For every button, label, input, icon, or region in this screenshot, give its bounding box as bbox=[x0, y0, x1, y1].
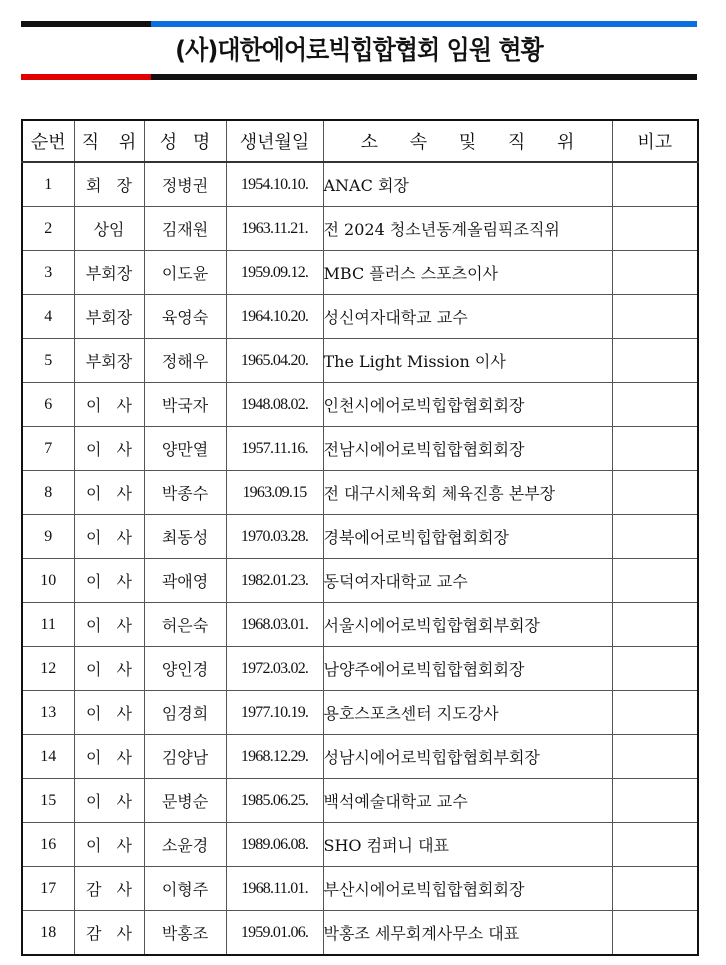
position-label: 이 사 bbox=[86, 792, 132, 811]
row-affiliation: 인천시에어로빅힙합협회회장 bbox=[323, 383, 612, 427]
row-name: 박종수 bbox=[144, 471, 226, 515]
row-name: 정해우 bbox=[144, 339, 226, 383]
row-affiliation: 용호스포츠센터 지도강사 bbox=[323, 691, 612, 735]
row-position bbox=[74, 427, 144, 471]
row-affiliation: 부산시에어로빅힙합협회회장 bbox=[323, 867, 612, 911]
row-number: 13 bbox=[22, 691, 74, 735]
row-birthdate: 1959.01.06. bbox=[226, 911, 323, 956]
row-name: 육영숙 bbox=[144, 295, 226, 339]
row-note bbox=[612, 162, 698, 207]
table-row bbox=[22, 559, 698, 603]
row-note bbox=[612, 515, 698, 559]
row-name: 허은숙 bbox=[144, 603, 226, 647]
table-row bbox=[22, 251, 698, 295]
row-note bbox=[612, 779, 698, 823]
row-affiliation: 남양주에어로빅힙합협회회장 bbox=[323, 647, 612, 691]
row-position bbox=[74, 251, 144, 295]
row-number: 18 bbox=[22, 911, 74, 956]
position-label: 상임 bbox=[93, 220, 125, 239]
row-affiliation: 전남시에어로빅힙합협회회장 bbox=[323, 427, 612, 471]
table-row bbox=[22, 471, 698, 515]
table-row bbox=[22, 339, 698, 383]
row-note bbox=[612, 823, 698, 867]
row-note bbox=[612, 867, 698, 911]
position-label: 감 사 bbox=[86, 880, 132, 899]
row-position bbox=[74, 603, 144, 647]
row-affiliation: 전 2024 청소년동계올림픽조직위 bbox=[323, 207, 612, 251]
row-number: 15 bbox=[22, 779, 74, 823]
row-number: 2 bbox=[22, 207, 74, 251]
position-label: 이 사 bbox=[86, 572, 132, 591]
row-affiliation: 백석예술대학교 교수 bbox=[323, 779, 612, 823]
top-bar-blue-segment bbox=[151, 21, 697, 27]
row-name: 소윤경 bbox=[144, 823, 226, 867]
position-label: 이 사 bbox=[86, 748, 132, 767]
row-birthdate: 1970.03.28. bbox=[226, 515, 323, 559]
row-number: 12 bbox=[22, 647, 74, 691]
row-number: 10 bbox=[22, 559, 74, 603]
row-note bbox=[612, 691, 698, 735]
row-note bbox=[612, 735, 698, 779]
row-name: 양인경 bbox=[144, 647, 226, 691]
row-position bbox=[74, 207, 144, 251]
row-position bbox=[74, 162, 144, 207]
row-position bbox=[74, 471, 144, 515]
row-affiliation: 성남시에어로빅힙합협회부회장 bbox=[323, 735, 612, 779]
position-label: 부회장 bbox=[85, 352, 133, 371]
table-row bbox=[22, 162, 698, 207]
row-name: 최동성 bbox=[144, 515, 226, 559]
col-header-birthdate: 생년월일 bbox=[226, 120, 323, 162]
row-name: 곽애영 bbox=[144, 559, 226, 603]
row-birthdate: 1959.09.12. bbox=[226, 251, 323, 295]
row-note bbox=[612, 471, 698, 515]
row-affiliation: 동덕여자대학교 교수 bbox=[323, 559, 612, 603]
row-number: 4 bbox=[22, 295, 74, 339]
bottom-bar-black-segment bbox=[151, 74, 697, 80]
row-number: 9 bbox=[22, 515, 74, 559]
row-affiliation: 성신여자대학교 교수 bbox=[323, 295, 612, 339]
table-row bbox=[22, 295, 698, 339]
row-position bbox=[74, 295, 144, 339]
position-label: 부회장 bbox=[85, 264, 133, 283]
row-note bbox=[612, 339, 698, 383]
row-note bbox=[612, 559, 698, 603]
row-note bbox=[612, 647, 698, 691]
position-label: 이 사 bbox=[86, 836, 132, 855]
table-row bbox=[22, 867, 698, 911]
table-row bbox=[22, 603, 698, 647]
row-name: 김재원 bbox=[144, 207, 226, 251]
row-birthdate: 1985.06.25. bbox=[226, 779, 323, 823]
bottom-bar-red-segment bbox=[21, 74, 151, 80]
position-label: 회 장 bbox=[86, 176, 132, 195]
row-name: 박홍조 bbox=[144, 911, 226, 956]
row-name: 김양남 bbox=[144, 735, 226, 779]
row-note bbox=[612, 603, 698, 647]
col-header-number: 순번 bbox=[22, 120, 74, 162]
row-note bbox=[612, 383, 698, 427]
row-birthdate: 1968.12.29. bbox=[226, 735, 323, 779]
row-birthdate: 1963.09.15 bbox=[226, 471, 323, 515]
position-label: 이 사 bbox=[86, 528, 132, 547]
row-number: 17 bbox=[22, 867, 74, 911]
table-header-row bbox=[22, 120, 698, 162]
row-position bbox=[74, 823, 144, 867]
row-affiliation: The Light Mission 이사 bbox=[323, 339, 612, 383]
row-birthdate: 1964.10.20. bbox=[226, 295, 323, 339]
row-birthdate: 1963.11.21. bbox=[226, 207, 323, 251]
row-position bbox=[74, 383, 144, 427]
table-row bbox=[22, 427, 698, 471]
row-number: 5 bbox=[22, 339, 74, 383]
row-number: 8 bbox=[22, 471, 74, 515]
position-label: 이 사 bbox=[86, 440, 132, 459]
row-affiliation: 경북에어로빅힙합협회회장 bbox=[323, 515, 612, 559]
col-header-affiliation: 소 속 및 직 위 bbox=[323, 120, 612, 162]
col-header-name: 성 명 bbox=[144, 120, 226, 162]
row-birthdate: 1968.03.01. bbox=[226, 603, 323, 647]
row-note bbox=[612, 427, 698, 471]
row-birthdate: 1982.01.23. bbox=[226, 559, 323, 603]
row-affiliation: 서울시에어로빅힙합협회부회장 bbox=[323, 603, 612, 647]
row-number: 16 bbox=[22, 823, 74, 867]
row-name: 양만열 bbox=[144, 427, 226, 471]
row-name: 이형주 bbox=[144, 867, 226, 911]
row-birthdate: 1977.10.19. bbox=[226, 691, 323, 735]
row-note bbox=[612, 207, 698, 251]
table-row bbox=[22, 779, 698, 823]
table-row bbox=[22, 691, 698, 735]
row-affiliation: ANAC 회장 bbox=[323, 162, 612, 207]
table-row bbox=[22, 383, 698, 427]
table-row bbox=[22, 647, 698, 691]
row-name: 문병순 bbox=[144, 779, 226, 823]
row-position bbox=[74, 647, 144, 691]
row-position bbox=[74, 779, 144, 823]
row-position bbox=[74, 515, 144, 559]
row-affiliation: SHO 컴퍼니 대표 bbox=[323, 823, 612, 867]
row-birthdate: 1965.04.20. bbox=[226, 339, 323, 383]
row-note bbox=[612, 295, 698, 339]
top-bar-black-segment bbox=[21, 21, 151, 27]
position-label: 부회장 bbox=[85, 308, 133, 327]
row-note bbox=[612, 251, 698, 295]
row-birthdate: 1989.06.08. bbox=[226, 823, 323, 867]
top-divider-bar bbox=[21, 21, 697, 27]
col-header-note: 비고 bbox=[612, 120, 698, 162]
row-position bbox=[74, 911, 144, 956]
row-affiliation: MBC 플러스 스포츠이사 bbox=[323, 251, 612, 295]
row-position bbox=[74, 339, 144, 383]
position-label: 이 사 bbox=[86, 660, 132, 679]
row-position bbox=[74, 735, 144, 779]
row-affiliation: 박홍조 세무회계사무소 대표 bbox=[323, 911, 612, 956]
row-number: 14 bbox=[22, 735, 74, 779]
row-birthdate: 1948.08.02. bbox=[226, 383, 323, 427]
table-row bbox=[22, 823, 698, 867]
table-row bbox=[22, 735, 698, 779]
row-number: 6 bbox=[22, 383, 74, 427]
row-name: 박국자 bbox=[144, 383, 226, 427]
col-header-position: 직 위 bbox=[74, 120, 144, 162]
row-name: 정병권 bbox=[144, 162, 226, 207]
row-name: 임경희 bbox=[144, 691, 226, 735]
table-row bbox=[22, 515, 698, 559]
row-position bbox=[74, 867, 144, 911]
row-name: 이도윤 bbox=[144, 251, 226, 295]
row-number: 7 bbox=[22, 427, 74, 471]
row-position bbox=[74, 559, 144, 603]
row-number: 11 bbox=[22, 603, 74, 647]
row-birthdate: 1957.11.16. bbox=[226, 427, 323, 471]
officers-table bbox=[21, 119, 699, 956]
position-label: 이 사 bbox=[86, 616, 132, 635]
row-birthdate: 1968.11.01. bbox=[226, 867, 323, 911]
row-birthdate: 1972.03.02. bbox=[226, 647, 323, 691]
position-label: 감 사 bbox=[86, 924, 132, 943]
row-affiliation: 전 대구시체육회 체육진흥 본부장 bbox=[323, 471, 612, 515]
position-label: 이 사 bbox=[86, 484, 132, 503]
position-label: 이 사 bbox=[86, 396, 132, 415]
row-birthdate: 1954.10.10. bbox=[226, 162, 323, 207]
table-row bbox=[22, 207, 698, 251]
table-row bbox=[22, 911, 698, 956]
position-label: 이 사 bbox=[86, 704, 132, 723]
row-position bbox=[74, 691, 144, 735]
page-title: (사)대한에어로빅힙합협회 임원 현황 bbox=[175, 36, 543, 66]
row-number: 1 bbox=[22, 162, 74, 207]
row-note bbox=[612, 911, 698, 956]
row-number: 3 bbox=[22, 251, 74, 295]
bottom-divider-bar bbox=[21, 74, 697, 80]
